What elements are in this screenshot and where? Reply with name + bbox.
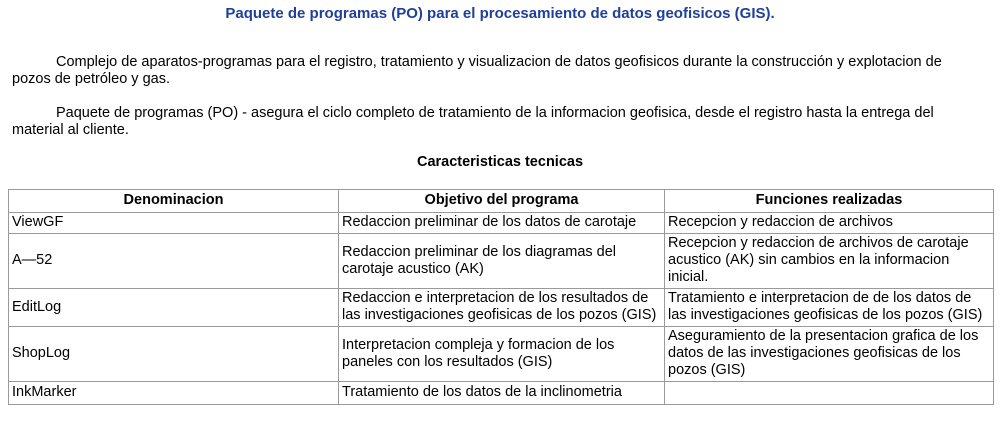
section-title: Caracteristicas tecnicas bbox=[416, 154, 584, 170]
cell-funciones bbox=[665, 382, 994, 405]
intro-paragraph: Complejo de aparatos-programas para el registro, tratamiento y visualizacion de datos geofisicos durante la construcción y explotacion de pozos de petróleo y gas. bbox=[12, 54, 942, 87]
header-objetivo: Objetivo del programa bbox=[339, 190, 665, 213]
cell-funciones: Aseguramiento de la presentacion grafica de los datos de las investigaciones geofisicas de los pozos (GIS) bbox=[665, 327, 994, 382]
cell-objetivo: Redaccion e interpretacion de los resultados de las investigaciones geofisicas de los pozos (GIS) bbox=[339, 289, 665, 327]
table-row bbox=[9, 289, 994, 327]
page-title: Paquete de programas (PO) para el procesamiento de datos geofisicos (GIS). bbox=[225, 5, 775, 22]
cell-denominacion: EditLog bbox=[9, 289, 339, 327]
table-header-row bbox=[9, 190, 994, 213]
cell-objetivo: Interpretacion compleja y formacion de los paneles con los resultados (GIS) bbox=[339, 327, 665, 382]
table-row bbox=[9, 213, 994, 234]
cell-denominacion: ShopLog bbox=[9, 327, 339, 382]
specs-table bbox=[8, 189, 994, 405]
table-row bbox=[9, 234, 994, 289]
description-paragraph: Paquete de programas (PO) - asegura el ciclo completo de tratamiento de la informacion geofisica, desde el registro hasta la entrega del material al cliente. bbox=[12, 105, 934, 138]
cell-funciones: Tratamiento e interpretacion de de los datos de las investigaciones geofisicas de los pozos (GIS) bbox=[665, 289, 994, 327]
header-denominacion: Denominacion bbox=[9, 190, 339, 213]
table-row bbox=[9, 382, 994, 405]
cell-denominacion: ViewGF bbox=[9, 213, 339, 234]
cell-objetivo: Redaccion preliminar de los datos de carotaje bbox=[339, 213, 665, 234]
cell-funciones: Recepcion y redaccion de archivos de carotaje acustico (AK) sin cambios en la informacion inicial. bbox=[665, 234, 994, 289]
cell-objetivo: Tratamiento de los datos de la inclinometria bbox=[339, 382, 665, 405]
cell-denominacion: A—52 bbox=[9, 234, 339, 289]
cell-denominacion: InkMarker bbox=[9, 382, 339, 405]
cell-funciones: Recepcion y redaccion de archivos bbox=[665, 213, 994, 234]
cell-objetivo: Redaccion preliminar de los diagramas del carotaje acustico (AK) bbox=[339, 234, 665, 289]
table-row bbox=[9, 327, 994, 382]
header-funciones: Funciones realizadas bbox=[665, 190, 994, 213]
